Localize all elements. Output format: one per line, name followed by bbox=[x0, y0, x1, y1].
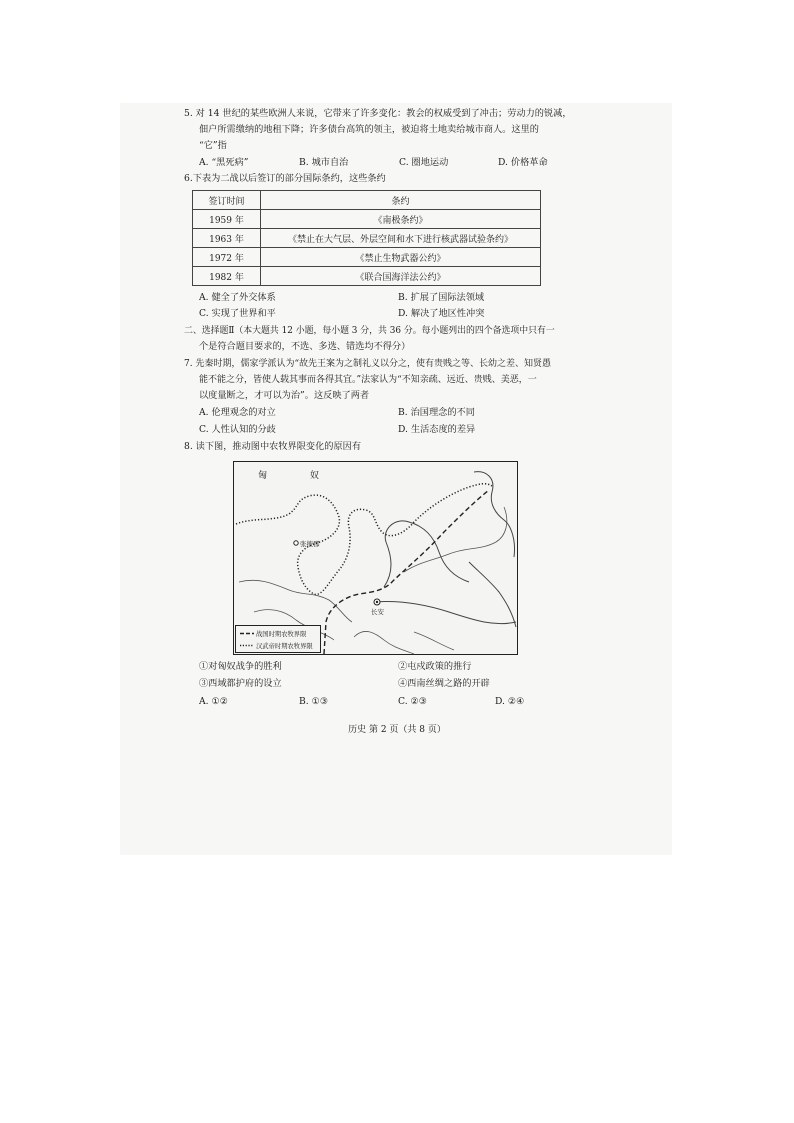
q8-stem: 8. 读下图，推动图中农牧界限变化的原因有 bbox=[184, 441, 362, 452]
river-line bbox=[374, 601, 516, 623]
map-label-zhangye: 张掖郡 bbox=[300, 540, 320, 548]
dotted-line-icon bbox=[240, 643, 254, 648]
han-wudi-boundary bbox=[236, 484, 492, 595]
q7-line3: 以度量断之，才可以为治”。这反映了两者 bbox=[199, 390, 370, 401]
page-footer: 历史 第 2 页（共 8 页） bbox=[348, 725, 446, 735]
q8-option-b: B. ①③ bbox=[299, 696, 329, 707]
q6-option-d: D. 解决了地区性冲突 bbox=[398, 308, 485, 319]
q7-line1: 7. 先秦时期，儒家学派认为“故先王案为之制礼义以分之，使有贵贱之等、长幼之差、知贤愚 bbox=[184, 359, 552, 369]
terrain-line bbox=[414, 632, 454, 650]
q5-line3: “它”指 bbox=[199, 140, 227, 151]
dashed-line-icon bbox=[240, 631, 254, 636]
q5-option-b: B. 城市自治 bbox=[299, 157, 349, 168]
q7-option-b: B. 治国理念的不同 bbox=[398, 407, 475, 418]
q5-option-a: A. “黑死病” bbox=[199, 157, 249, 168]
table-cell-treaty: 《禁止在大气层、外层空间和水下进行核武器试验条约》 bbox=[261, 229, 541, 248]
terrain-line bbox=[239, 580, 352, 622]
map-label-nu: 奴 bbox=[310, 471, 320, 481]
table-cell-treaty: 《联合国海洋法公约》 bbox=[261, 267, 541, 286]
capital-marker-dot bbox=[376, 601, 378, 603]
legend-label-han-wudi: 汉武帝时期农牧界限 bbox=[256, 643, 313, 650]
q8-item-1: ①对匈奴战争的胜利 bbox=[199, 661, 282, 672]
table-cell-treaty: 《禁止生物武器公约》 bbox=[261, 248, 541, 267]
terrain-line bbox=[404, 507, 507, 572]
q5-line2: 佃户所需缴纳的地租下降；许多债台高筑的领主，被迫将土地卖给城市商人。这里的 bbox=[199, 124, 539, 135]
table-row bbox=[193, 229, 541, 248]
q7-option-c: C. 人性认知的分歧 bbox=[199, 424, 276, 435]
map-label-changan: 长安 bbox=[371, 608, 384, 616]
warring-states-boundary bbox=[324, 490, 489, 654]
table-row bbox=[193, 210, 541, 229]
q8-item-3: ③西域都护府的设立 bbox=[199, 678, 282, 689]
q7-option-d: D. 生活态度的差异 bbox=[398, 424, 476, 435]
section2-heading: 二、选择题Ⅱ（本大题共 12 小题，每小题 3 分，共 36 分。每小题列出的四个备选项中只有一 bbox=[184, 326, 555, 336]
treaty-table bbox=[192, 190, 541, 286]
q8-option-c: C. ②③ bbox=[398, 696, 428, 707]
q7-option-a: A. 伦理观念的对立 bbox=[199, 407, 276, 418]
table-cell-treaty: 《南极条约》 bbox=[261, 210, 541, 229]
section2-note: 个是符合题目要求的，不选、多选、错选均不得分） bbox=[199, 341, 411, 352]
table-cell-year: 1982 年 bbox=[193, 267, 261, 286]
table-cell-year: 1959 年 bbox=[193, 210, 261, 229]
legend-label-warring-states: 战国时期农牧界限 bbox=[256, 631, 307, 638]
zhangye-marker bbox=[294, 541, 298, 545]
table-header-date: 签订时间 bbox=[193, 191, 261, 210]
table-cell-year: 1963 年 bbox=[193, 229, 261, 248]
map-label-xiong: 匈 bbox=[258, 471, 268, 481]
q5-line1: 5. 对 14 世纪的某些欧洲人来说，它带来了许多变化：教会的权威受到了冲击；劳动力的锐减， bbox=[184, 108, 572, 119]
q8-option-a: A. ①② bbox=[199, 696, 228, 707]
table-header-treaty: 条约 bbox=[261, 191, 541, 210]
farming-pastoral-boundary-map bbox=[233, 461, 518, 655]
q6-stem: 6.下表为二战以后签订的部分国际条约，这些条约 bbox=[184, 173, 386, 184]
q5-option-c: C. 圈地运动 bbox=[399, 157, 449, 168]
legend-warring-states bbox=[240, 629, 306, 638]
q8-option-d: D. ②④ bbox=[495, 696, 525, 707]
table-row bbox=[193, 248, 541, 267]
map-legend bbox=[235, 625, 321, 653]
q6-option-b: B. 扩展了国际法领域 bbox=[398, 292, 485, 303]
coastline bbox=[469, 562, 516, 627]
q6-option-c: C. 实现了世界和平 bbox=[199, 308, 276, 319]
q7-line2: 能不能之分，皆使人载其事而各得其宜。”法家认为“不知亲疏、远近、贵贱、美恶，一 bbox=[199, 375, 537, 385]
q8-item-4: ④西南丝绸之路的开辟 bbox=[398, 678, 490, 689]
q6-option-a: A. 健全了外交体系 bbox=[199, 292, 276, 303]
legend-han-wudi bbox=[240, 641, 313, 650]
q8-item-2: ②屯戍政策的推行 bbox=[398, 661, 472, 672]
table-cell-year: 1972 年 bbox=[193, 248, 261, 267]
q5-option-d: D. 价格革命 bbox=[498, 157, 548, 168]
table-row bbox=[193, 267, 541, 286]
table-header-row bbox=[193, 191, 541, 210]
terrain-line bbox=[354, 631, 414, 654]
